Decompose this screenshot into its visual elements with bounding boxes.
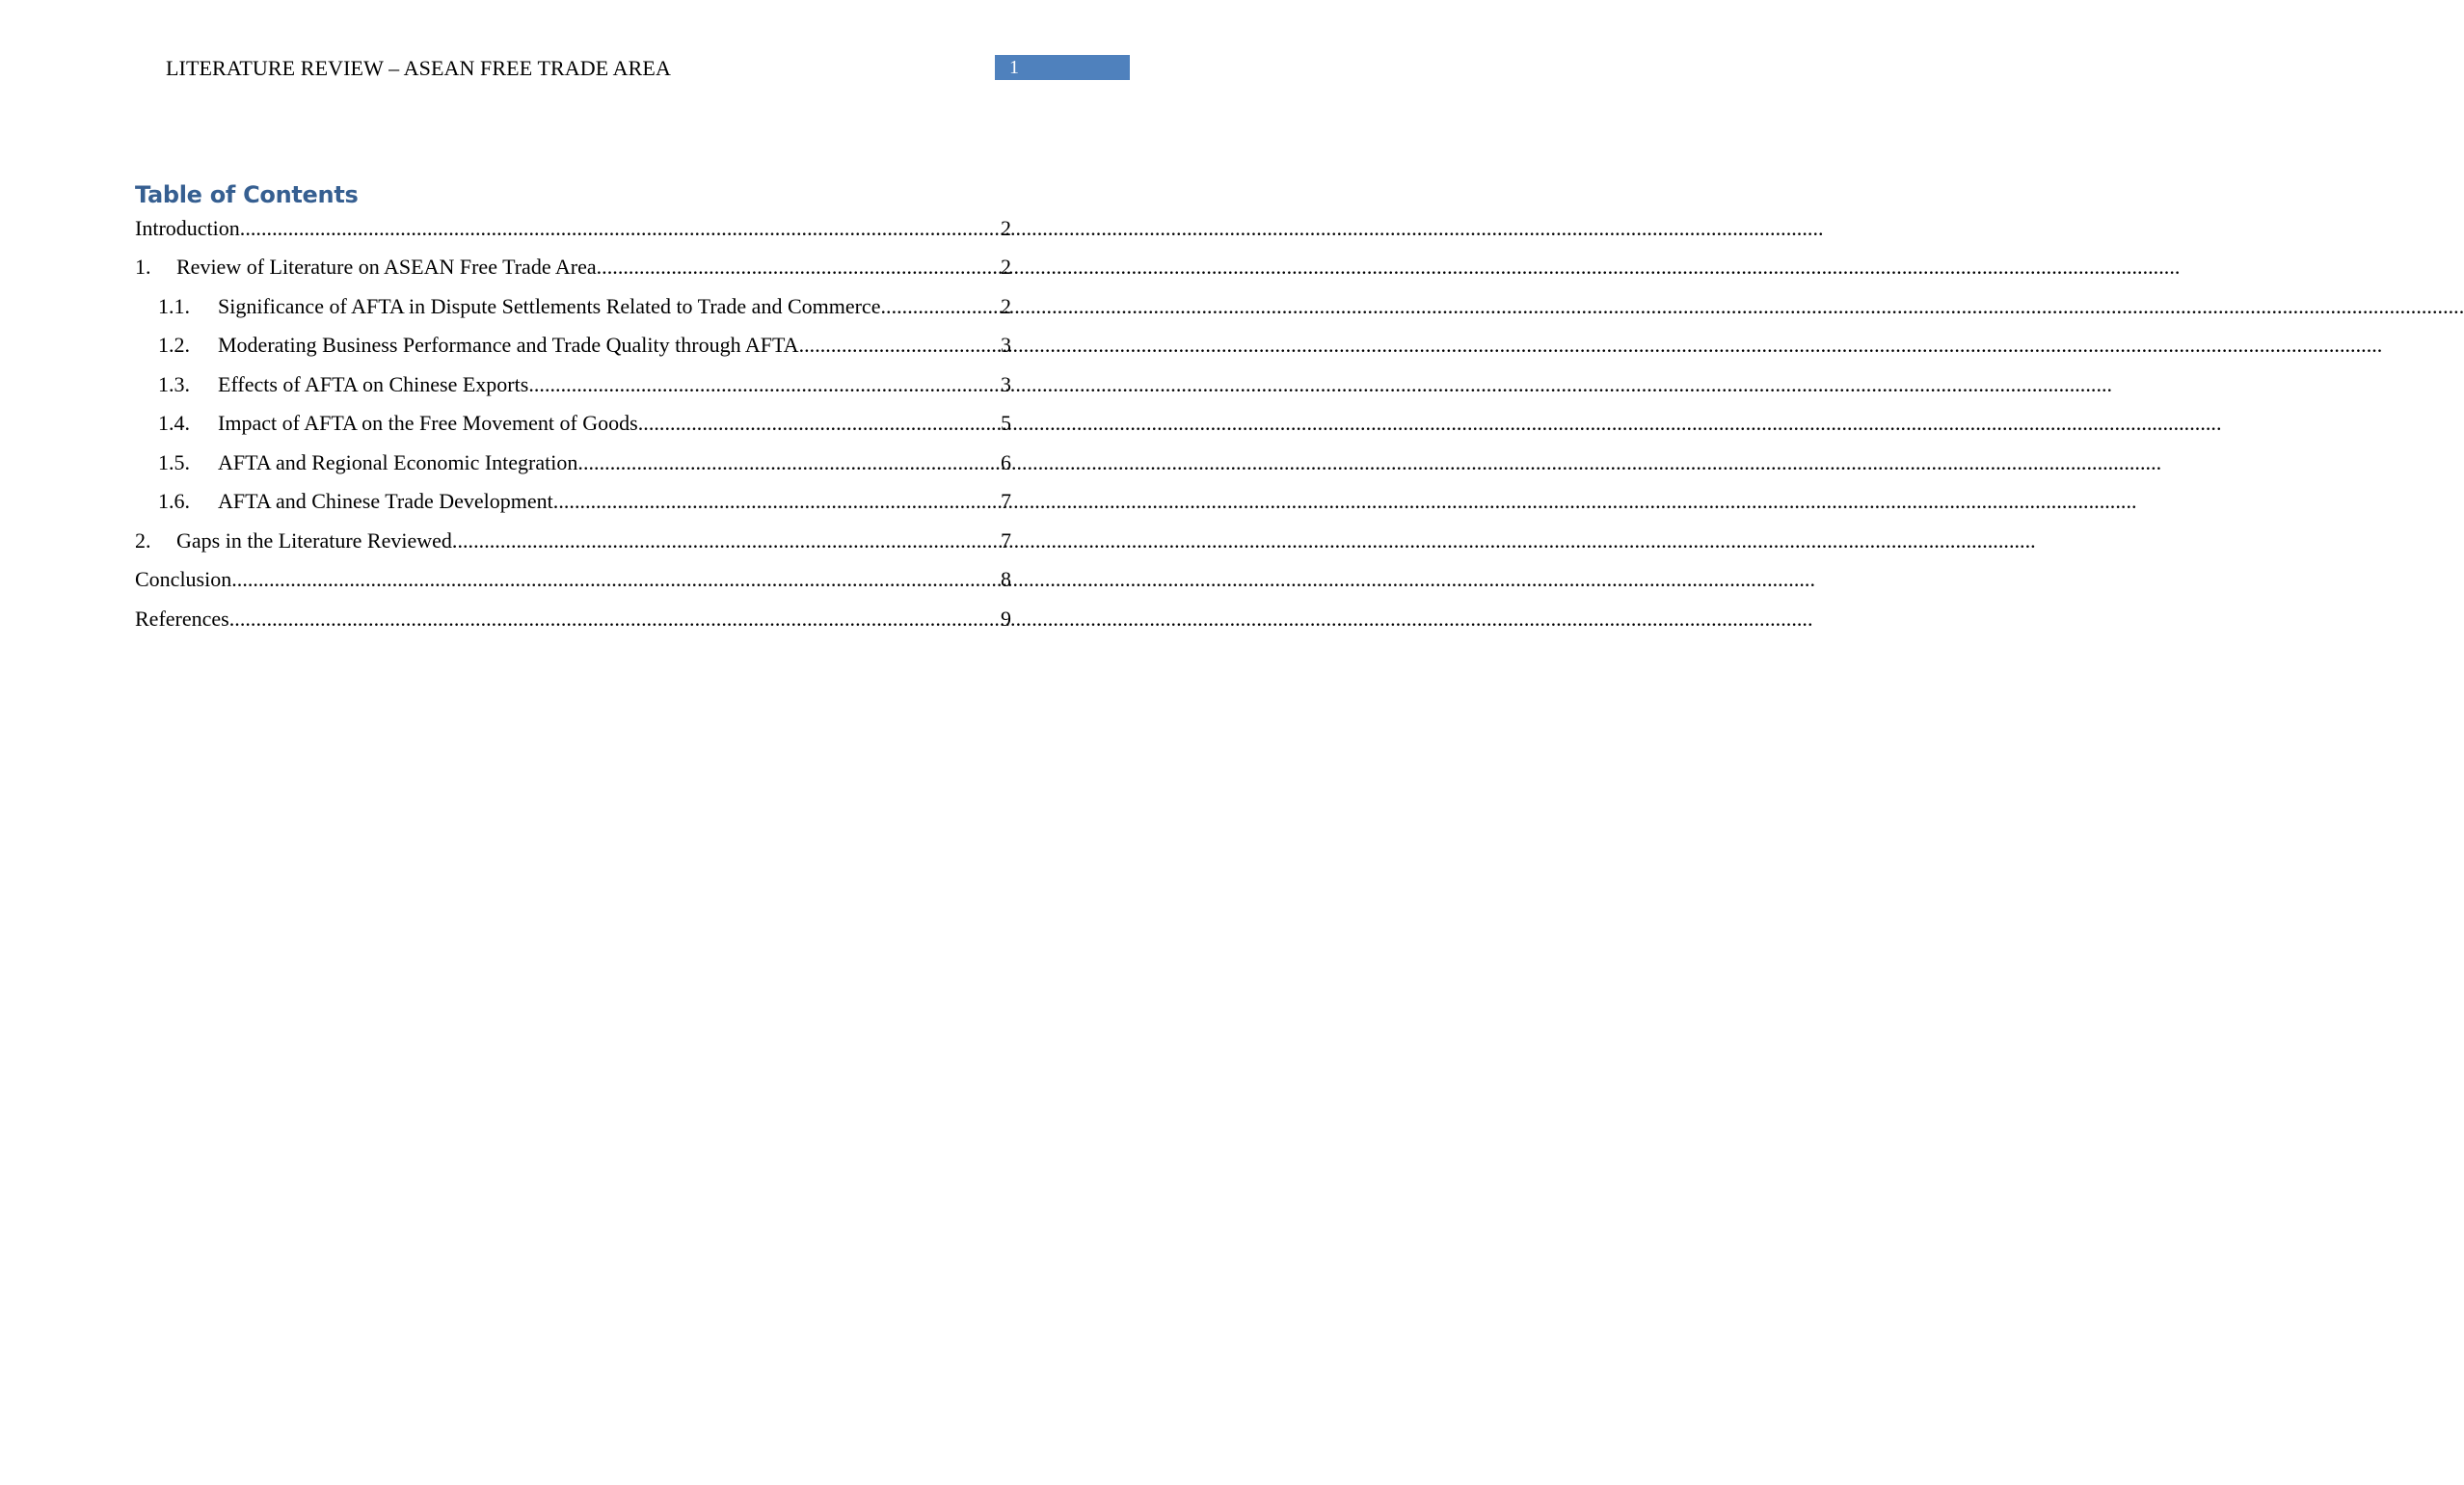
toc-entry-page: 9 <box>1001 606 1011 631</box>
toc-entry-page: 2 <box>1001 293 1011 318</box>
toc-entry-title: Conclusion <box>135 567 232 591</box>
toc-entry-page: 3 <box>1001 333 1011 357</box>
page-number: 1 <box>1009 57 1019 78</box>
toc-dot-leader <box>577 447 1001 478</box>
toc-dot-leader <box>638 408 1001 439</box>
toc-entry-title: AFTA and Regional Economic Integration <box>218 449 578 474</box>
toc-entry-title: Moderating Business Performance and Trade Quality through AFTA <box>218 333 799 357</box>
toc-entry-page: 7 <box>1001 527 1011 553</box>
toc-entry-number: 1.4. <box>158 411 190 435</box>
toc-entry-page: 5 <box>1001 411 1011 435</box>
toc-entry-free-movement-of-goods[interactable] <box>135 408 1011 447</box>
toc-entry-title: References <box>135 606 229 631</box>
toc-dot-leader <box>880 291 1001 322</box>
toc-entry-review-of-literature[interactable] <box>135 252 1011 291</box>
toc-entry-number: 1.2. <box>158 333 190 357</box>
running-header-title: LITERATURE REVIEW – ASEAN FREE TRADE AREA <box>166 56 671 80</box>
toc-dot-leader <box>553 486 1001 517</box>
toc-entry-title: Significance of AFTA in Dispute Settlements Related to Trade and Commerce <box>218 293 881 318</box>
toc-entry-page: 7 <box>1001 489 1011 513</box>
toc-entry-regional-integration[interactable] <box>135 447 1011 487</box>
toc-dot-leader <box>799 330 1001 361</box>
toc-dot-leader <box>597 252 1001 283</box>
toc-entry-title: AFTA and Chinese Trade Development <box>218 489 553 513</box>
toc-entry-business-performance[interactable] <box>135 330 1011 369</box>
toc-entry-chinese-exports[interactable] <box>135 369 1011 409</box>
table-of-contents <box>135 213 1011 642</box>
toc-entry-title: Impact of AFTA on the Free Movement of Goods <box>218 411 638 435</box>
toc-entry-page: 8 <box>1001 567 1011 591</box>
toc-heading: Table of Contents <box>135 181 359 208</box>
toc-dot-leader <box>452 526 1001 556</box>
toc-entry-page: 2 <box>1001 255 1011 279</box>
toc-dot-leader <box>240 213 1001 244</box>
toc-entry-introduction[interactable] <box>135 213 1011 252</box>
toc-entry-chinese-trade-development[interactable] <box>135 486 1011 526</box>
toc-entry-conclusion[interactable] <box>135 564 1011 604</box>
toc-entry-number: 1.3. <box>158 371 190 396</box>
toc-entry-number: 1.5. <box>158 449 190 474</box>
toc-entry-page: 2 <box>1001 216 1011 240</box>
toc-entry-dispute-settlements[interactable] <box>135 291 1011 331</box>
toc-entry-number: 2. <box>135 527 151 553</box>
toc-entry-title: Introduction <box>135 216 240 240</box>
toc-entry-number: 1. <box>135 255 151 279</box>
toc-dot-leader <box>231 564 1001 595</box>
toc-entry-page: 6 <box>1001 449 1011 474</box>
toc-entry-page: 3 <box>1001 371 1011 396</box>
page-number-badge <box>995 55 1130 80</box>
toc-dot-leader <box>528 369 1001 400</box>
toc-dot-leader <box>229 604 1001 634</box>
toc-entry-title: Gaps in the Literature Reviewed <box>176 527 452 553</box>
toc-entry-title: Review of Literature on ASEAN Free Trade Area <box>176 255 597 279</box>
toc-entry-references[interactable] <box>135 604 1011 643</box>
toc-entry-gaps-in-literature[interactable] <box>135 526 1011 565</box>
toc-entry-number: 1.6. <box>158 489 190 513</box>
toc-entry-number: 1.1. <box>158 293 190 318</box>
toc-entry-title: Effects of AFTA on Chinese Exports <box>218 371 529 396</box>
